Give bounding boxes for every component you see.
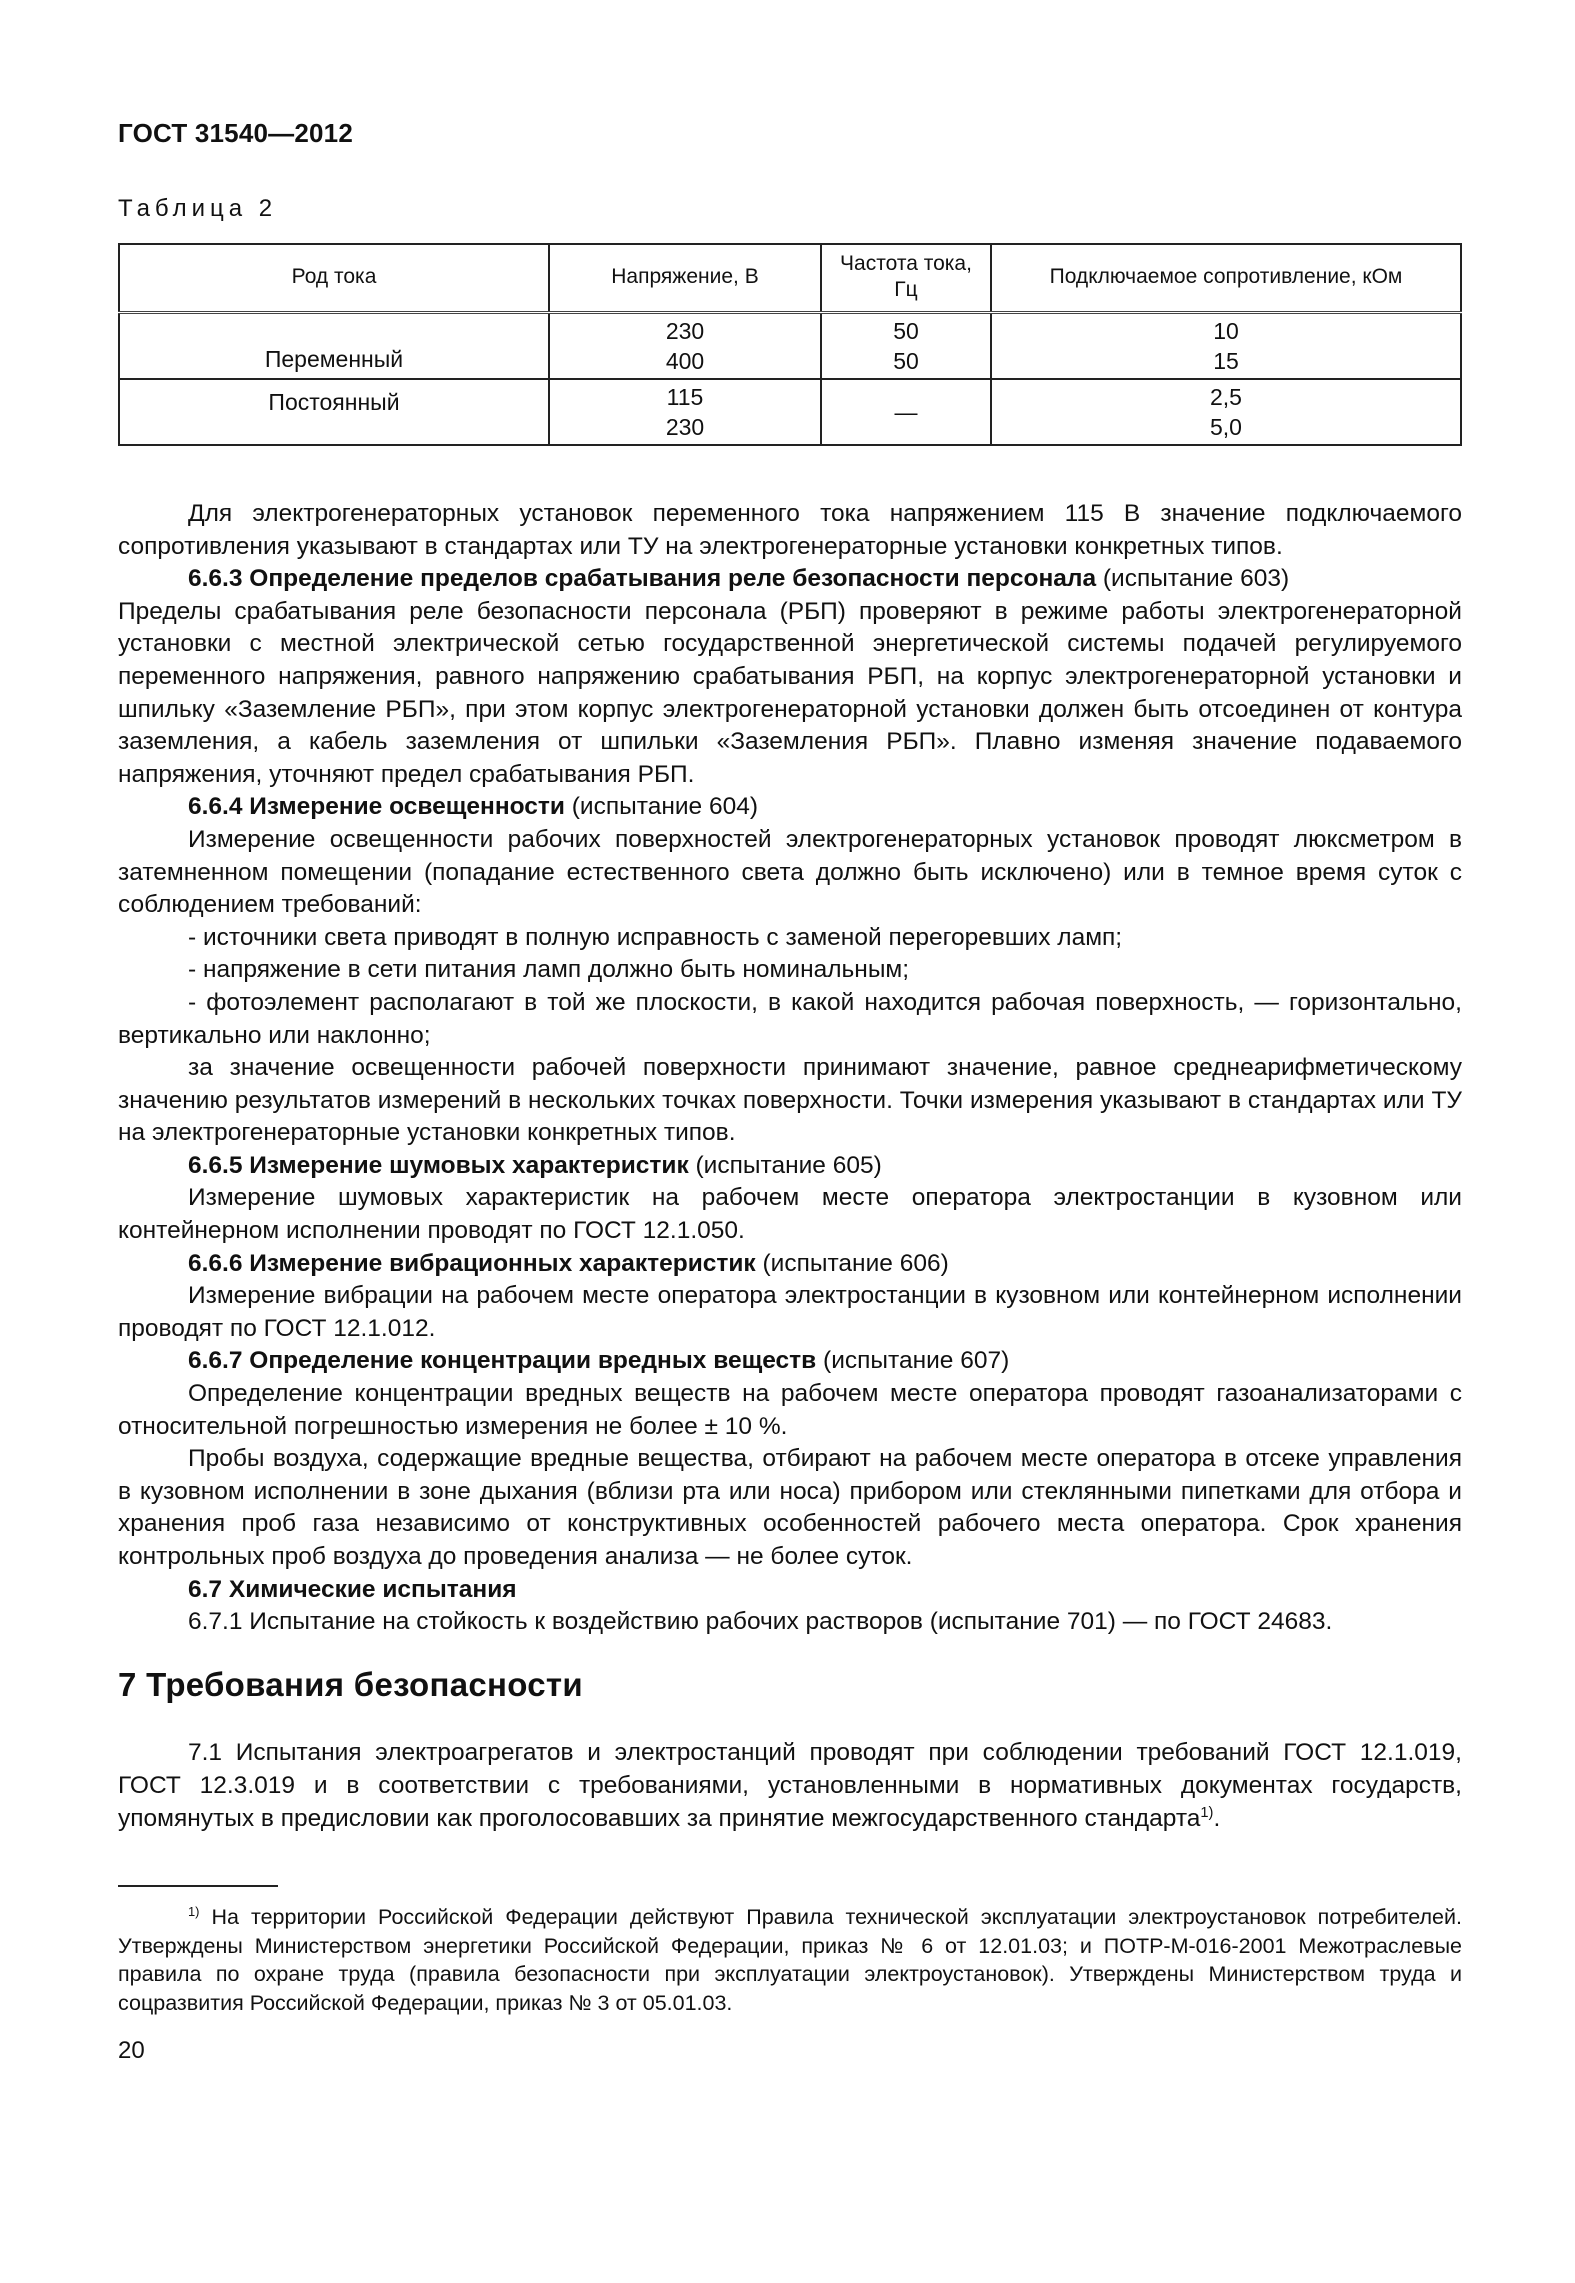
subsection-6-6-5-heading xyxy=(118,1150,1462,1183)
cell-voltage xyxy=(549,313,821,380)
subsection-6-7-heading xyxy=(118,1574,1462,1607)
cell-current-type xyxy=(119,379,549,445)
paragraph: Пределы срабатывания реле безопасности персонала (РБП) проверяют в режиме работы электрогенераторной установки с местной электрической сетью государственной энергетической системы подачей регулируемого переменного напряжения, равного напряжению срабатывания РБП, на корпус электрогенераторной установки и шпильку «Заземление РБП», при этом корпус электрогенераторной установки должен быть отсоединен от контура заземления, а кабель заземления от шпильки «Заземления РБП». Плавно изменяя значение подаваемого напряжения, уточняют предел срабатывания РБП. xyxy=(118,597,1462,788)
paragraph-end: . xyxy=(1213,1804,1221,1832)
cell-resistance xyxy=(991,379,1461,445)
paragraph-7-1 xyxy=(118,1737,1462,1835)
subsection-title: 6.6.5 Измерение шумовых характеристик xyxy=(188,1151,689,1179)
table-caption: Таблица 2 xyxy=(118,195,278,222)
subsection-title: 6.6.6 Измерение вибрационных характеристик xyxy=(188,1249,756,1277)
cell-resistance-value: 2,5 xyxy=(1210,384,1242,410)
footnote-text xyxy=(118,1903,1462,2017)
footnote-mark: 1) xyxy=(188,1904,200,1919)
paragraph: Измерение вибрации на рабочем месте оператора электростанции в кузовном или контейнерном исполнении проводят по ГОСТ 12.1.012. xyxy=(118,1282,1462,1342)
footnote-rule xyxy=(118,1885,278,1887)
table-header-row xyxy=(119,244,1461,313)
cell-frequency-value: 50 xyxy=(893,348,919,374)
cell-resistance-value: 15 xyxy=(1213,348,1239,374)
cell-voltage xyxy=(549,379,821,445)
paragraph: Измерение освещенности рабочих поверхностей электрогенераторных установок проводят люксметром в затемненном помещении (попадание естественного света должно быть исключено) или в темное время суток с соблюдением требований: xyxy=(118,825,1462,919)
table-2 xyxy=(118,243,1462,446)
paragraph-text: 7.1 Испытания электроагрегатов и электростанций проводят при соблюдении требований ГОСТ 12.1.019, ГОСТ 12.3.019 и в соответствии с требованиями, установленными в нормативных документах государств, упомянутых в предисловии как проголосовавших за принятие межгосударственного стандарта xyxy=(118,1739,1462,1832)
page-number: 20 xyxy=(118,2037,145,2065)
subsection-title: 6.6.3 Определение пределов срабатывания реле безопасности персонала xyxy=(188,565,1097,593)
list-item: - напряжение в сети питания ламп должно быть номинальным; xyxy=(188,956,910,984)
subsection-title: 6.6.7 Определение концентрации вредных веществ xyxy=(188,1347,817,1375)
footnote xyxy=(118,1903,1462,2017)
cell-current-type xyxy=(119,313,549,380)
cell-resistance xyxy=(991,313,1461,380)
test-ref: (испытание 607) xyxy=(816,1347,1010,1375)
col-header-resistance: Подключаемое сопротивление, кОм xyxy=(991,244,1461,313)
document-page xyxy=(118,118,1462,2065)
test-ref: (испытание 603) xyxy=(1096,565,1290,593)
section-7-title: 7 Требования безопасности xyxy=(118,1665,583,1703)
cell-current-type-text: Переменный xyxy=(264,346,404,372)
table-row xyxy=(119,313,1461,380)
cell-voltage-value: 230 xyxy=(665,318,705,344)
paragraph: Измерение шумовых характеристик на рабочем месте оператора электростанции в кузовном или контейнерном исполнении проводят по ГОСТ 12.1.050. xyxy=(118,1184,1462,1245)
cell-voltage-value: 400 xyxy=(665,348,705,374)
test-ref: (испытание 606) xyxy=(755,1249,949,1277)
table-row xyxy=(119,379,1461,445)
cell-resistance-value: 5,0 xyxy=(1210,414,1242,440)
subsection-title: 6.7 Химические испытания xyxy=(188,1575,517,1603)
cell-frequency-value: 50 xyxy=(893,318,919,344)
col-header-frequency: Частота тока, Гц xyxy=(821,244,991,313)
subsection-6-6-3-heading xyxy=(118,563,1462,596)
subsection-6-6-4-heading xyxy=(118,791,1462,824)
document-header: ГОСТ 31540—2012 xyxy=(118,118,353,148)
body-text xyxy=(118,498,1462,1835)
paragraph: Для электрогенераторных установок переменного тока напряжением 115 В значение подключаемого сопротивления указывают в стандартах или ТУ на электрогенераторные установки конкретных типов. xyxy=(118,500,1462,560)
list-item: - фотоэлемент располагают в той же плоскости, в какой находится рабочая поверхность, — горизонтально, вертикально или наклонно; xyxy=(118,988,1462,1049)
paragraph: за значение освещенности рабочей поверхности принимают значение, равное среднеарифметическому значению результатов измерений в нескольких точках поверхности. Точки измерения указывают в стандартах или ТУ на электрогенераторные установки конкретных типов. xyxy=(118,1054,1462,1147)
col-header-voltage: Напряжение, В xyxy=(549,244,821,313)
subsection-6-6-6-heading xyxy=(118,1248,1462,1281)
paragraph: 6.7.1 Испытание на стойкость к воздействию рабочих растворов (испытание 701) — по ГОСТ 24683. xyxy=(188,1608,1333,1636)
cell-voltage-value: 230 xyxy=(665,414,705,440)
paragraph: Определение концентрации вредных веществ на рабочем месте оператора проводят газоанализаторами с относительной погрешностью измерения не более ± 10 %. xyxy=(118,1380,1462,1440)
cell-frequency-value: — xyxy=(894,399,918,425)
subsection-6-6-7-heading xyxy=(118,1345,1462,1378)
list-item: - источники света приводят в полную исправность с заменой перегоревших ламп; xyxy=(188,923,1123,951)
paragraph: Пробы воздуха, содержащие вредные вещества, отбирают на рабочем месте оператора в отсеке управления в кузовном исполнении в зоне дыхания (вблизи рта или носа) прибором или стеклянными пипетками для отбора и хранения проб газа независимо от конструктивных особенностей рабочего места оператора. Срок хранения контрольных проб воздуха до проведения анализа — не более суток. xyxy=(118,1445,1462,1570)
subsection-title: 6.6.4 Измерение освещенности xyxy=(188,793,565,821)
footnote-ref: 1) xyxy=(1200,1804,1214,1821)
test-ref: (испытание 605) xyxy=(688,1151,882,1179)
cell-resistance-value: 10 xyxy=(1213,318,1239,344)
cell-voltage-value: 115 xyxy=(666,384,704,410)
col-header-current-type: Род тока xyxy=(119,244,549,313)
test-ref: (испытание 604) xyxy=(564,793,759,821)
footnote-body: На территории Российской Федерации действуют Правила технической эксплуатации электроустановок потребителей. Утверждены Министерством энергетики Российской Федерации, приказ № 6 от 12.01.03; и ПОТР-М-016-2001 Межотраслевые правила по охране труда (правила безопасности при эксплуатации электроустановок). Утверждены Министерством труда и соцразвития Российской Федерации, приказ № 3 от 05.01.03. xyxy=(118,1905,1462,2015)
cell-frequency xyxy=(821,313,991,380)
cell-frequency xyxy=(821,379,991,445)
cell-current-type-text: Постоянный xyxy=(268,389,400,415)
